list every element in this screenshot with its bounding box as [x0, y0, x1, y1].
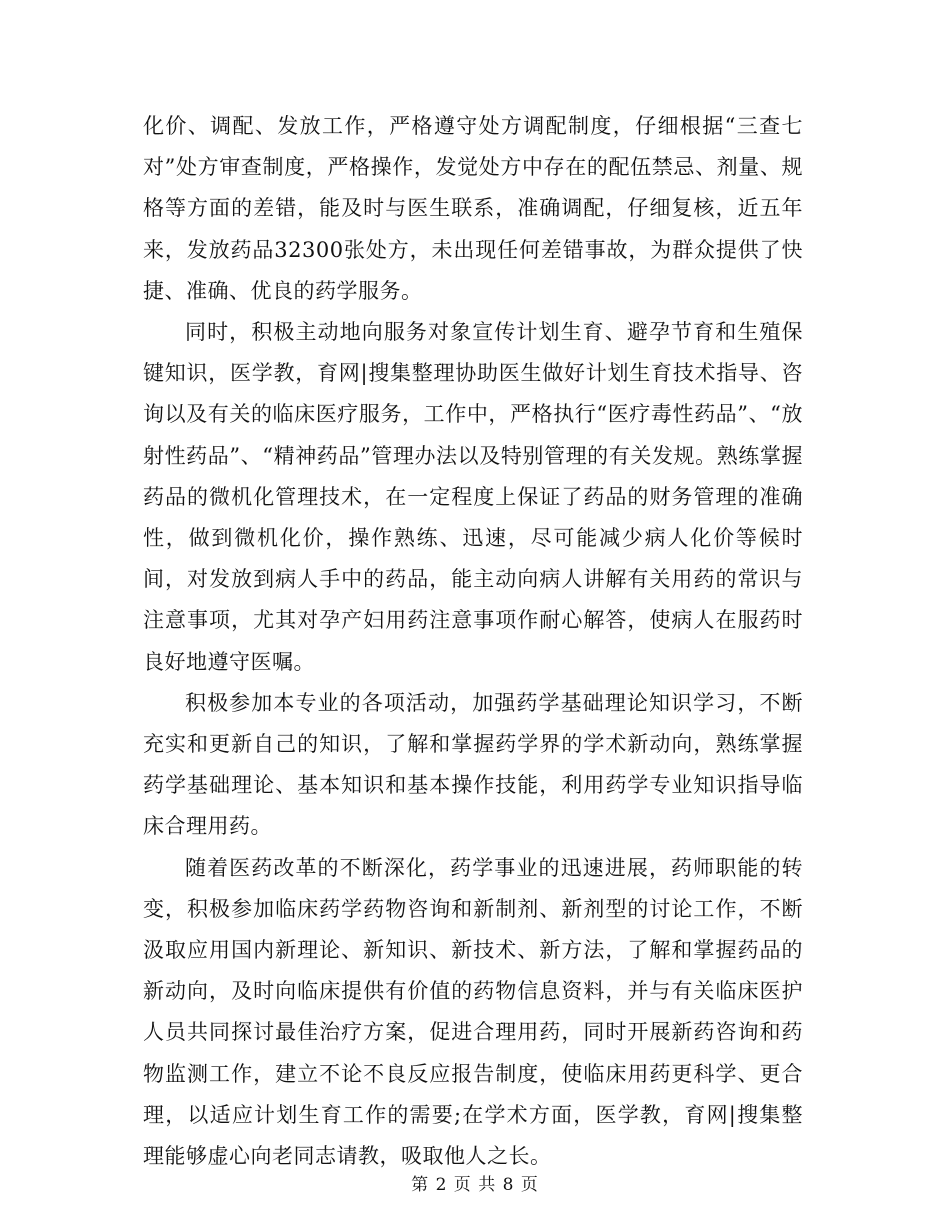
paragraph-3: 积极参加本专业的各项活动，加强药学基础理论知识学习，不断充实和更新自己的知识，了解和掌握药学界的学术新动向，熟练掌握药学基础理论、基本知识和基本操作技能，利用药学专业知识指导临床合理用药。	[143, 690, 803, 839]
paragraph-1: 化价、调配、发放工作，严格遵守处方调配制度，仔细根据“三查七对”处方审查制度，严格操作，发觉处方中存在的配伍禁忌、剂量、规格等方面的差错，能及时与医生联系，准确调配，仔细复核，近五年来，发放药品32300张处方，未出现任何差错事故，为群众提供了快捷、准确、优良的药学服务。	[143, 114, 803, 303]
paragraph-4: 随着医药改革的不断深化，药学事业的迅速进展，药师职能的转变，积极参加临床药学药物咨询和新制剂、新剂型的讨论工作，不断汲取应用国内新理论、新知识、新技术、新方法，了解和掌握药品的新动向，及时向临床提供有价值的药物信息资料，并与有关临床医护人员共同探讨最佳治疗方案，促进合理用药，同时开展新药咨询和药物监测工作，建立不论不良反应报告制度，使临床用药更科学、更合理，以适应计划生育工作的需要;在学术方面，医学教，育网|搜集整理能够虚心向老同志请教，吸取他人之长。	[143, 855, 803, 1169]
paragraph-2: 同时，积极主动地向服务对象宣传计划生育、避孕节育和生殖保键知识，医学教，育网|搜集整理协助医生做好计划生育技术指导、咨询以及有关的临床医疗服务，工作中，严格执行“医疗毒性药品”、“放射性药品”、“精神药品”管理办法以及特别管理的有关发规。熟练掌握药品的微机化管理技术，在一定程度上保证了药品的财务管理的准确性，做到微机化价，操作熟练、迅速，尽可能减少病人化价等候时间，对发放到病人手中的药品，能主动向病人讲解有关用药的常识与注意事项，尤其对孕产妇用药注意事项作耐心解答，使病人在服药时良好地遵守医嘱。	[143, 320, 803, 674]
document-body	[143, 106, 803, 1177]
page-footer: 第 2 页 共 8 页	[411, 1175, 539, 1195]
